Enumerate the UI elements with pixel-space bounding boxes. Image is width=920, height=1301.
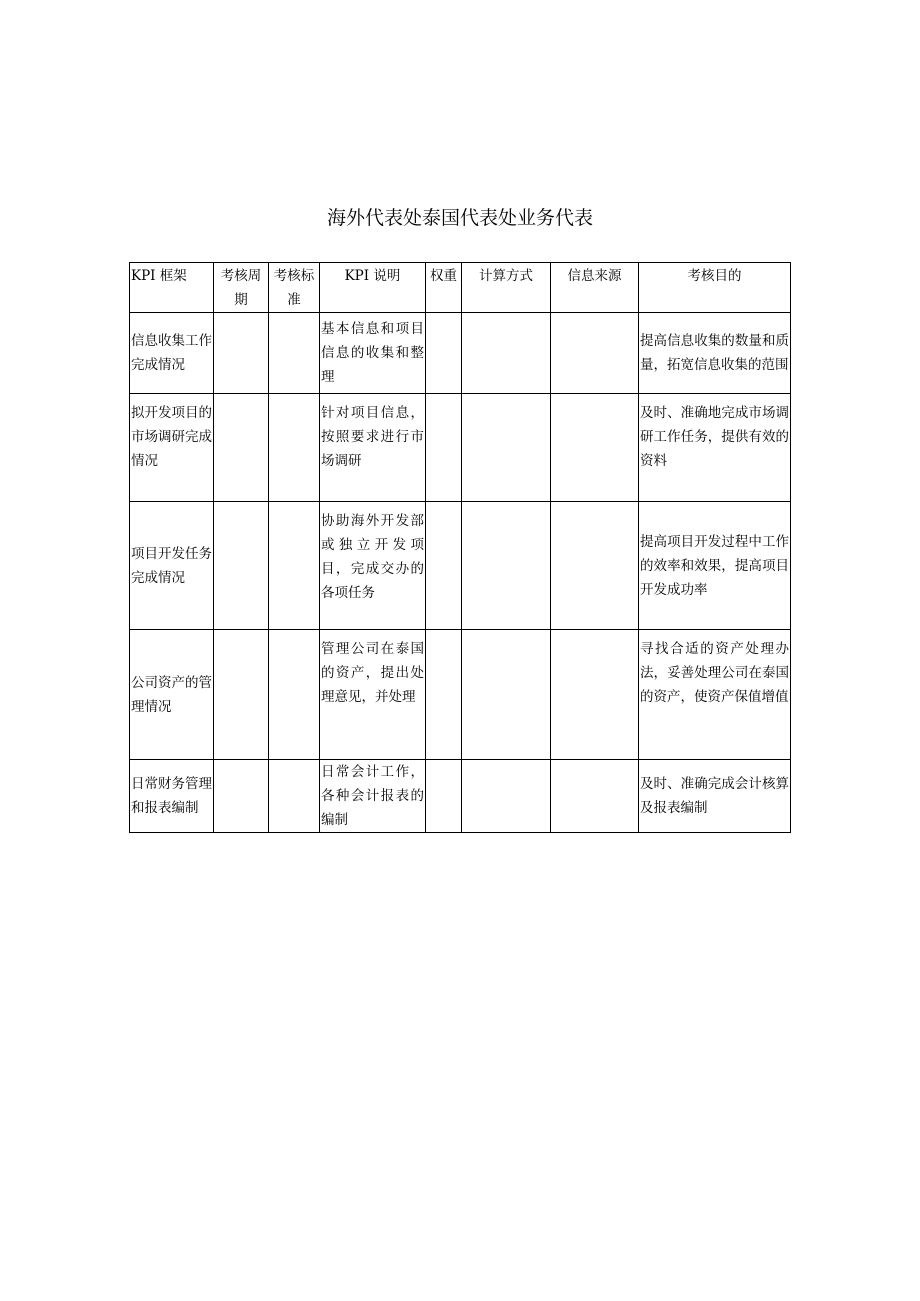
header-period: 考核周期 — [214, 263, 269, 313]
header-kpi-framework: KPI 框架 — [130, 263, 214, 313]
cell-period — [214, 630, 269, 760]
cell-weight — [426, 760, 462, 833]
cell-purpose: 寻找合适的资产处理办法，妥善处理公司在泰国的资产，使资产保值增值 — [639, 630, 791, 760]
header-calc-method: 计算方式 — [462, 263, 551, 313]
cell-description: 日常会计工作，各种会计报表的编制 — [320, 760, 426, 833]
cell-description: 协助海外开发部或独立开发项目，完成交办的各项任务 — [320, 502, 426, 630]
header-purpose: 考核目的 — [639, 263, 791, 313]
table-row — [130, 760, 791, 833]
cell-source — [551, 630, 639, 760]
cell-period — [214, 394, 269, 502]
cell-framework: 公司资产的管理情况 — [130, 630, 214, 760]
cell-method — [462, 502, 551, 630]
cell-framework: 项目开发任务完成情况 — [130, 502, 214, 630]
cell-purpose: 及时、准确完成会计核算及报表编制 — [639, 760, 791, 833]
cell-method — [462, 313, 551, 394]
table-row — [130, 313, 791, 394]
cell-description: 管理公司在泰国的资产，提出处理意见，并处理 — [320, 630, 426, 760]
cell-purpose: 提高项目开发过程中工作的效率和效果，提高项目开发成功率 — [639, 502, 791, 630]
header-info-source: 信息来源 — [551, 263, 639, 313]
cell-weight — [426, 630, 462, 760]
cell-weight — [426, 313, 462, 394]
cell-framework: 拟开发项目的市场调研完成情况 — [130, 394, 214, 502]
header-weight: 权重 — [426, 263, 462, 313]
cell-standard — [269, 630, 320, 760]
cell-weight — [426, 394, 462, 502]
cell-method — [462, 760, 551, 833]
table-row — [130, 502, 791, 630]
cell-method — [462, 630, 551, 760]
cell-description: 针对项目信息，按照要求进行市场调研 — [320, 394, 426, 502]
cell-framework: 信息收集工作完成情况 — [130, 313, 214, 394]
cell-source — [551, 313, 639, 394]
cell-purpose: 及时、准确地完成市场调研工作任务，提供有效的资料 — [639, 394, 791, 502]
cell-source — [551, 394, 639, 502]
cell-source — [551, 760, 639, 833]
kpi-table — [129, 262, 791, 833]
cell-weight — [426, 502, 462, 630]
cell-period — [214, 502, 269, 630]
cell-method — [462, 394, 551, 502]
cell-framework: 日常财务管理和报表编制 — [130, 760, 214, 833]
cell-period — [214, 760, 269, 833]
table-row — [130, 394, 791, 502]
cell-standard — [269, 394, 320, 502]
header-kpi-description: KPI 说明 — [320, 263, 426, 313]
cell-period — [214, 313, 269, 394]
table-row — [130, 630, 791, 760]
cell-source — [551, 502, 639, 630]
cell-description: 基本信息和项目信息的收集和整理 — [320, 313, 426, 394]
table-header-row — [130, 263, 791, 313]
cell-standard — [269, 760, 320, 833]
header-standard: 考核标准 — [269, 263, 320, 313]
cell-standard — [269, 313, 320, 394]
cell-purpose: 提高信息收集的数量和质量，拓宽信息收集的范围 — [639, 313, 791, 394]
page-title: 海外代表处泰国代表处业务代表 — [326, 207, 593, 229]
cell-standard — [269, 502, 320, 630]
